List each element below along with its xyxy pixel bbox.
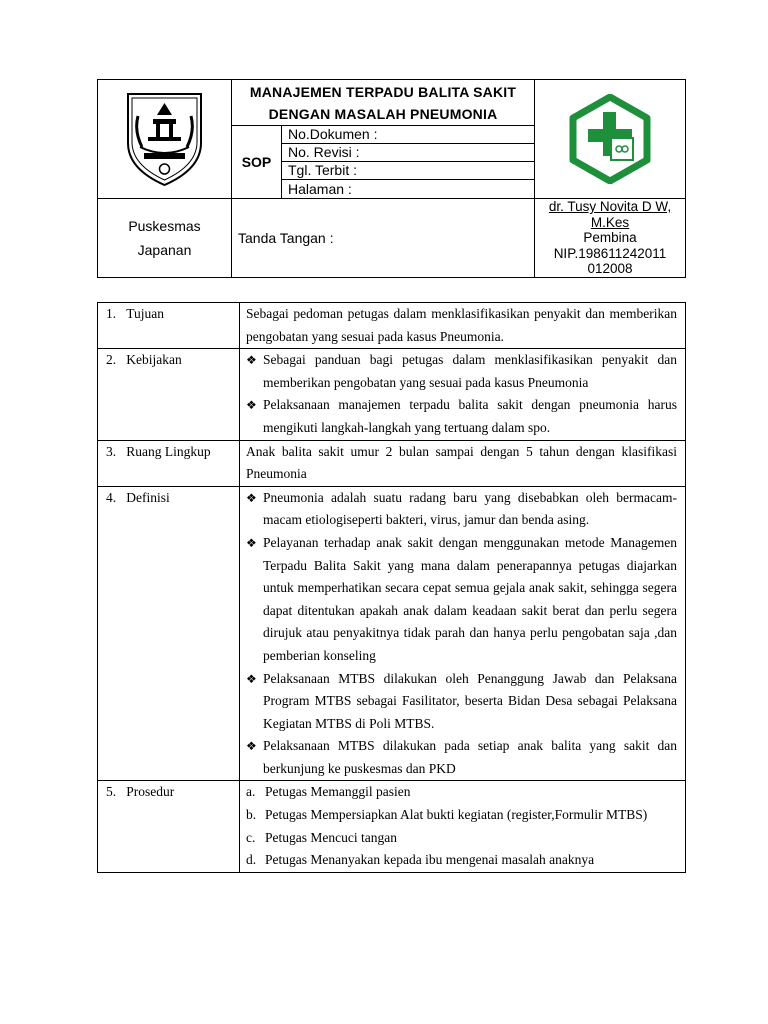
bullet-text: Pelaksanaan MTBS dilakukan pada setiap anak balita yang sakit dan berkunjung ke puskesmas dan PKD bbox=[263, 738, 677, 776]
bullet-item bbox=[246, 735, 677, 780]
issue-date-field: Tgl. Terbit : bbox=[282, 162, 535, 180]
step-marker: b. bbox=[246, 807, 257, 823]
bullet-item bbox=[246, 532, 677, 668]
doc-number-field: No.Dokumen : bbox=[282, 126, 535, 144]
step-marker: c. bbox=[246, 829, 256, 845]
health-center-logo-icon bbox=[565, 94, 655, 184]
section-number: 4. bbox=[106, 489, 117, 505]
section-number: 1. bbox=[106, 306, 117, 321]
diamond-bullet-icon: ❖ bbox=[246, 535, 257, 550]
procedure-step bbox=[246, 804, 677, 827]
diamond-bullet-icon: ❖ bbox=[246, 398, 257, 413]
section-title: Kebijakan bbox=[126, 352, 182, 368]
institution-cell bbox=[98, 199, 232, 278]
section-row-definisi bbox=[98, 486, 686, 781]
revision-field: No. Revisi : bbox=[282, 144, 535, 162]
procedure-steps bbox=[240, 781, 686, 872]
health-logo-cell bbox=[535, 80, 686, 199]
bullet-text: Pelaksanaan manajemen terpadu balita sakit dengan pneumonia harus mengikuti langkah-langkah yang tertuang dalam spo. bbox=[263, 397, 677, 435]
diamond-bullet-icon: ❖ bbox=[246, 353, 257, 368]
sop-label-cell bbox=[232, 126, 282, 199]
section-text: Anak balita sakit umur 2 bulan sampai dengan 5 tahun dengan klasifikasi Pneumonia bbox=[240, 440, 686, 486]
section-row-kebijakan bbox=[98, 349, 686, 440]
signer-cell bbox=[535, 199, 686, 278]
section-label bbox=[98, 781, 240, 872]
diamond-bullet-icon: ❖ bbox=[246, 490, 257, 505]
section-title: Tujuan bbox=[126, 306, 165, 321]
bullet-text: Pelayanan terhadap anak sakit dengan menggunakan metode Managemen Terpadu Balita Sakit yang mana dalam penerapannya petugas diajarkan untuk memperhatikan secara cepat semua gejala anak sakit, sehingga segera dapat ditentukan apakah anak dalam keadaan sakit berat dan perlu segera dirujuk atau penyakitnya tidak parah dan hanya perlu pengobatan saja ,dan pemberian konseling bbox=[263, 534, 677, 663]
section-bullets bbox=[240, 486, 686, 781]
section-label bbox=[98, 486, 240, 781]
step-marker: d. bbox=[246, 852, 257, 868]
regency-emblem-cell bbox=[98, 80, 232, 199]
step-text: Petugas Menanyakan kepada ibu mengenai masalah anaknya bbox=[265, 852, 595, 868]
section-number: 2. bbox=[106, 352, 117, 368]
institution-line2: Japanan bbox=[137, 241, 192, 258]
section-title: Definisi bbox=[126, 489, 170, 505]
section-label bbox=[98, 440, 240, 486]
document-title: MANAJEMEN TERPADU BALITA SAKIT DENGAN MASALAH PNEUMONIA bbox=[249, 83, 517, 122]
section-row-tujuan bbox=[98, 303, 686, 349]
section-title: Ruang Lingkup bbox=[126, 443, 211, 459]
step-text: Petugas Memanggil pasien bbox=[265, 784, 411, 800]
procedure-step bbox=[246, 781, 677, 804]
sop-content-table bbox=[97, 302, 686, 873]
section-title: Prosedur bbox=[126, 784, 175, 800]
step-text: Petugas Mencuci tangan bbox=[265, 829, 397, 845]
signature-cell bbox=[232, 199, 535, 278]
section-row-ruang-lingkup bbox=[98, 440, 686, 486]
signer-nip: NIP.198611242011 012008 bbox=[553, 245, 667, 276]
section-bullets bbox=[240, 349, 686, 440]
section-label bbox=[98, 303, 240, 349]
bullet-text: Pelaksanaan MTBS dilakukan oleh Penanggung Jawab dan Pelaksana Program MTBS sebagai Fasilitator, beserta Bidan Desa sebagai Pelaksana Kegiatan MTBS di Poli MTBS. bbox=[263, 670, 677, 731]
section-row-prosedur bbox=[98, 781, 686, 872]
institution-line1: Puskesmas bbox=[128, 217, 201, 234]
bullet-item bbox=[246, 668, 677, 736]
document-title-cell bbox=[232, 80, 535, 126]
bullet-item bbox=[246, 487, 677, 532]
bullet-item bbox=[246, 349, 677, 394]
page-field: Halaman : bbox=[282, 180, 535, 199]
section-text: Sebagai pedoman petugas dalam menklasifikasikan penyakit dan memberikan pengobatan yang sesuai pada kasus Pneumonia. bbox=[240, 303, 686, 349]
sop-label: SOP bbox=[241, 154, 272, 170]
sop-header-table bbox=[97, 79, 686, 278]
section-number: 3. bbox=[106, 443, 117, 459]
step-marker: a. bbox=[246, 784, 256, 800]
step-text: Petugas Mempersiapkan Alat bukti kegiatan (register,Formulir MTBS) bbox=[265, 807, 648, 823]
signature-label: Tanda Tangan : bbox=[238, 229, 334, 246]
procedure-step bbox=[246, 827, 677, 850]
diamond-bullet-icon: ❖ bbox=[246, 671, 257, 686]
section-label bbox=[98, 349, 240, 440]
regency-emblem-icon bbox=[98, 81, 231, 197]
signer-name: dr. Tusy Novita D W, M.Kes bbox=[548, 199, 672, 230]
bullet-text: Sebagai panduan bagi petugas dalam menklasifikasikan penyakit dan memberikan pengobatan yang sesuai pada kasus Pneumonia bbox=[263, 352, 677, 390]
signer-role: Pembina bbox=[583, 230, 637, 245]
diamond-bullet-icon: ❖ bbox=[246, 739, 257, 754]
procedure-step bbox=[246, 849, 677, 872]
section-number: 5. bbox=[106, 784, 117, 800]
bullet-text: Pneumonia adalah suatu radang baru yang disebabkan oleh bermacam-macam etiologiseperti bakteri, virus, jamur dan benda asing. bbox=[263, 489, 677, 528]
bullet-item bbox=[246, 394, 677, 439]
